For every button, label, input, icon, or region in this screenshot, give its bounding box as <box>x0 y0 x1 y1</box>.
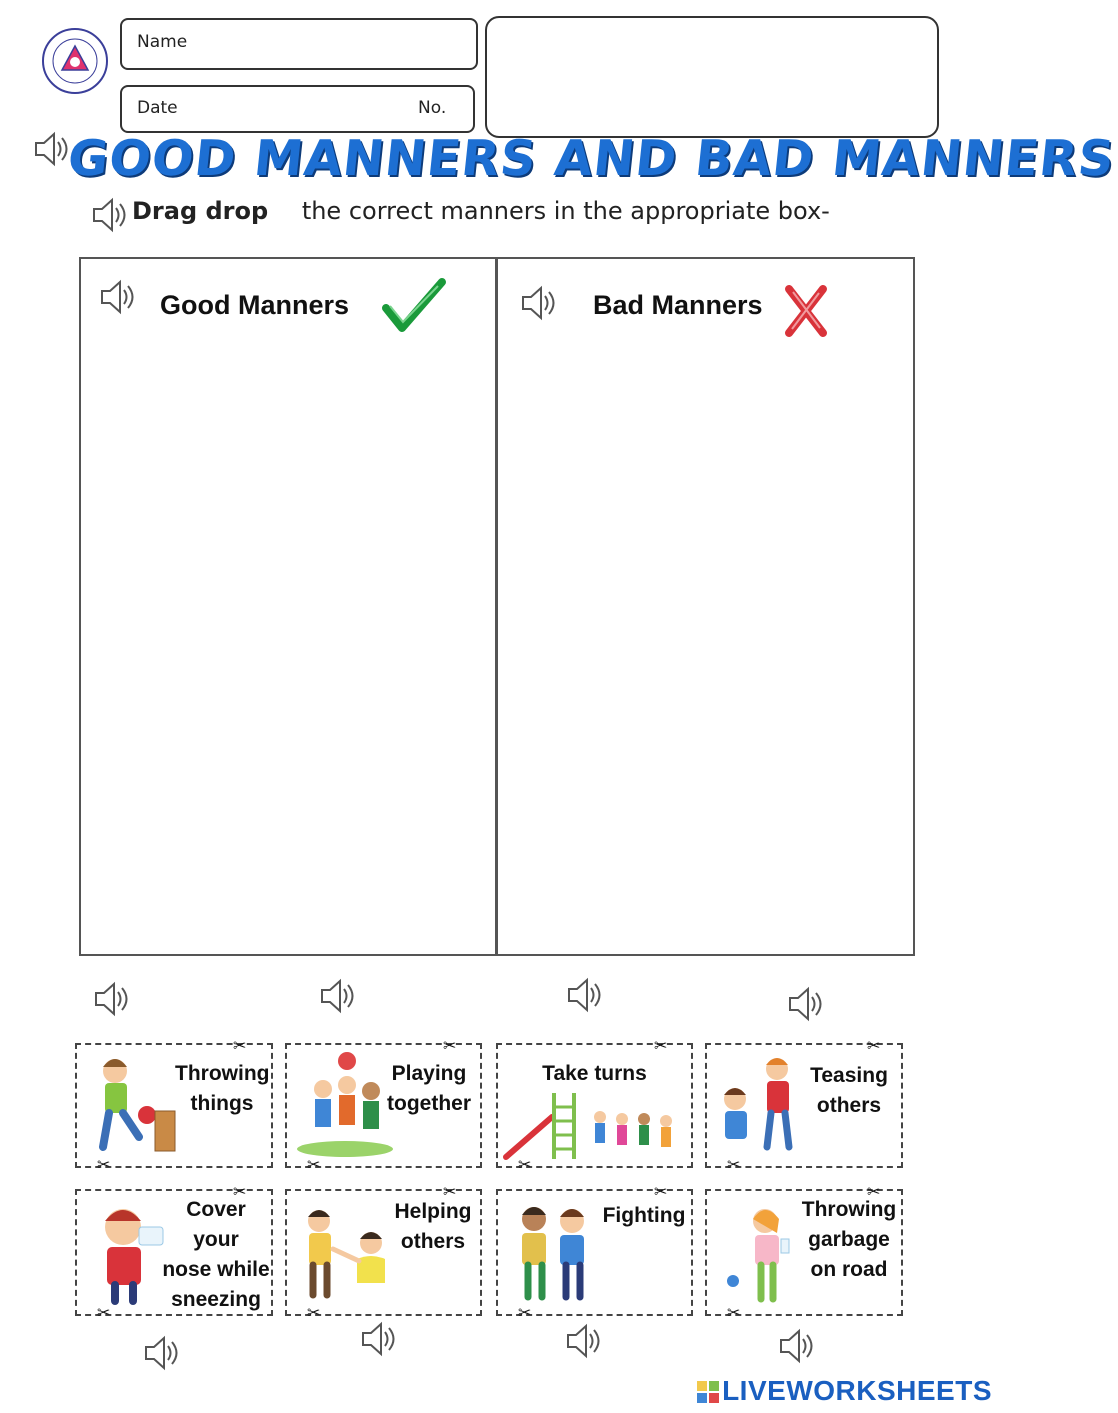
name-field[interactable] <box>120 18 478 70</box>
scissors-icon: ✂ <box>654 1182 668 1201</box>
instruction-drag-drop: Drag drop <box>132 197 269 225</box>
name-label: Name <box>137 32 188 52</box>
card-throwing-garbage[interactable] <box>705 1182 903 1322</box>
scissors-icon: ✂ <box>233 1036 247 1055</box>
good-manners-title: Good Manners <box>160 290 350 320</box>
speaker-icon[interactable] <box>30 128 72 170</box>
scissors-icon: ✂ <box>307 1303 321 1322</box>
card-label: Throwing garbage on road <box>801 1198 897 1281</box>
instruction-rest: the correct manners in the appropriate box- <box>301 197 830 225</box>
scissors-icon: ✂ <box>518 1155 532 1174</box>
date-label: Date <box>137 98 178 118</box>
girl-littering-illustration <box>713 1199 808 1307</box>
card-cover-nose-sneezing[interactable] <box>75 1182 273 1322</box>
card-throwing-things[interactable] <box>75 1036 273 1174</box>
card-label: Helping others <box>394 1200 472 1253</box>
score-box <box>485 16 939 138</box>
liveworksheets-brand <box>697 1375 992 1407</box>
date-field[interactable] <box>120 85 475 133</box>
card-label: Fighting <box>602 1204 686 1227</box>
speaker-icon[interactable] <box>784 983 826 1025</box>
speaker-icon[interactable] <box>517 282 559 324</box>
boys-fighting-illustration <box>508 1197 603 1305</box>
scissors-icon: ✂ <box>443 1182 457 1201</box>
instruction <box>132 197 830 225</box>
card-playing-together[interactable] <box>285 1036 482 1174</box>
kids-teasing-illustration <box>713 1049 808 1157</box>
liveworksheets-logo-icon <box>697 1381 719 1403</box>
speaker-icon[interactable] <box>140 1332 182 1374</box>
scissors-icon: ✂ <box>443 1036 457 1055</box>
card-label: Take turns <box>542 1062 647 1085</box>
boy-kicking-illustration <box>85 1051 180 1159</box>
speaker-icon[interactable] <box>775 1325 817 1367</box>
scissors-icon: ✂ <box>307 1155 321 1174</box>
speaker-icon[interactable] <box>562 1320 604 1362</box>
speaker-icon[interactable] <box>96 276 138 318</box>
scissors-icon: ✂ <box>233 1182 247 1201</box>
card-label: Playing together <box>387 1062 471 1115</box>
card-label: Cover your nose while sneezing <box>162 1198 270 1311</box>
scissors-icon: ✂ <box>867 1182 881 1201</box>
scissors-icon: ✂ <box>867 1036 881 1055</box>
speaker-icon[interactable] <box>563 974 605 1016</box>
scissors-icon: ✂ <box>727 1303 741 1322</box>
speaker-icon[interactable] <box>88 194 130 236</box>
card-helping-others[interactable] <box>285 1182 482 1322</box>
check-icon <box>382 278 446 334</box>
good-manners-dropzone[interactable] <box>79 257 497 956</box>
scissors-icon: ✂ <box>654 1036 668 1055</box>
card-take-turns[interactable] <box>496 1036 693 1174</box>
card-label: Teasing others <box>810 1064 888 1117</box>
speaker-icon[interactable] <box>357 1318 399 1360</box>
bad-manners-title: Bad Manners <box>593 290 763 320</box>
scissors-icon: ✂ <box>97 1155 111 1174</box>
scissors-icon: ✂ <box>518 1303 532 1322</box>
scissors-icon: ✂ <box>727 1155 741 1174</box>
brand-name: LIVEWORKSHEETS <box>722 1375 992 1406</box>
kids-queue-slide-illustration <box>502 1087 688 1163</box>
card-teasing-others[interactable] <box>705 1036 903 1174</box>
bad-manners-dropzone[interactable] <box>496 257 915 956</box>
card-fighting[interactable] <box>496 1182 693 1322</box>
school-logo <box>40 26 110 96</box>
speaker-icon[interactable] <box>90 978 132 1020</box>
speaker-icon[interactable] <box>316 975 358 1017</box>
no-label: No. <box>418 98 447 118</box>
card-label: Throwing things <box>175 1062 270 1115</box>
x-mark-icon <box>784 284 828 338</box>
page-title: GOOD MANNERS AND BAD MANNERS <box>65 130 1118 187</box>
scissors-icon: ✂ <box>97 1303 111 1322</box>
